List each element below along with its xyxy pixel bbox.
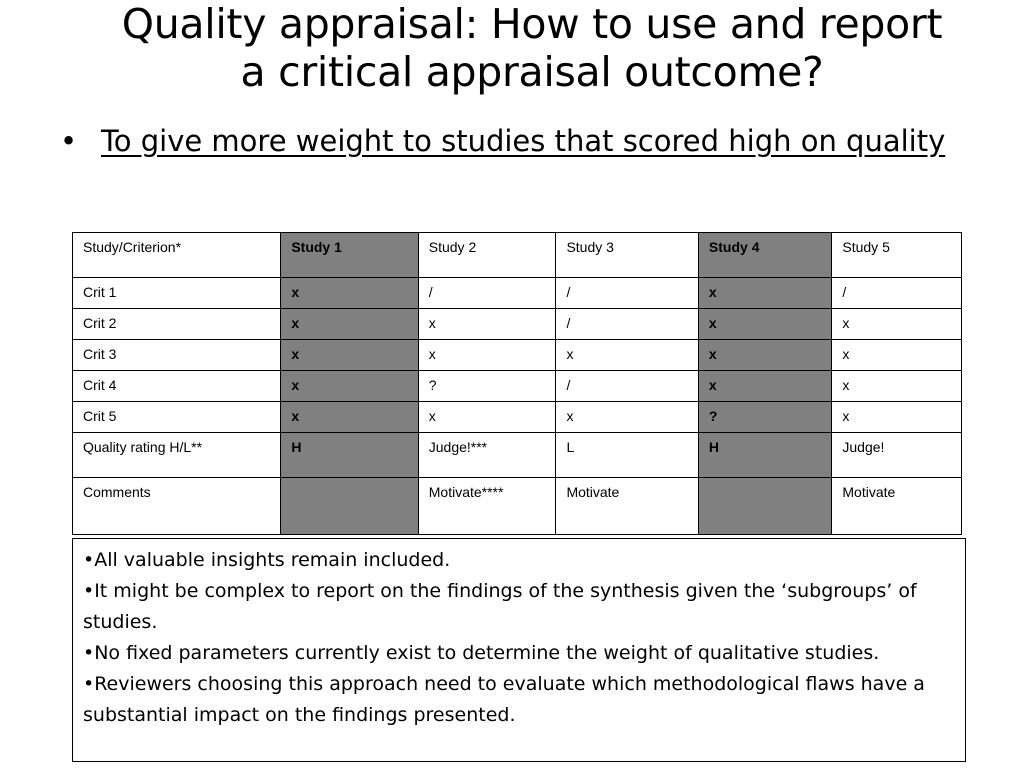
table-cell: x (418, 340, 556, 371)
table-row (73, 278, 962, 309)
slide-title-line-1: Quality appraisal: How to use and report (121, 0, 943, 48)
table-cell: x (698, 371, 831, 402)
header-cell-study-5: Study 5 (832, 233, 962, 278)
table-cell: Motivate (556, 478, 698, 535)
table-cell: x (832, 402, 962, 433)
table-cell: / (556, 371, 698, 402)
table-cell: x (556, 340, 698, 371)
table-header-row (73, 233, 962, 278)
table-cell: / (832, 278, 962, 309)
note-item: •All valuable insights remain included. (83, 549, 451, 571)
bullet-dot-icon: • (60, 124, 78, 158)
row-label: Crit 2 (73, 309, 281, 340)
header-cell-study-3: Study 3 (556, 233, 698, 278)
table-cell: L (556, 433, 698, 478)
table-cell: x (281, 371, 418, 402)
table-cell: x (418, 309, 556, 340)
table-cell: ? (698, 402, 831, 433)
table-cell: x (281, 278, 418, 309)
table-row (73, 371, 962, 402)
note-item: •It might be complex to report on the findings of the synthesis given the ‘subgroups’ of studies. (83, 580, 917, 633)
table-cell: x (832, 340, 962, 371)
table-cell (698, 478, 831, 535)
slide-title (60, 0, 1004, 96)
table-cell: H (281, 433, 418, 478)
table-row-comments (73, 478, 962, 535)
row-label: Crit 4 (73, 371, 281, 402)
note-item: •No fixed parameters currently exist to determine the weight of qualitative studies. (83, 642, 880, 664)
header-cell: Study/Criterion* (73, 233, 281, 278)
table-cell: x (281, 402, 418, 433)
table-cell: ? (418, 371, 556, 402)
table-cell: x (832, 309, 962, 340)
table-row-quality-rating (73, 433, 962, 478)
table-row (73, 340, 962, 371)
table-cell: x (698, 278, 831, 309)
table-cell: x (281, 309, 418, 340)
table-row (73, 402, 962, 433)
note-item: •Reviewers choosing this approach need to evaluate which methodological flaws have a substantial impact on the findings presented. (83, 673, 925, 726)
table-cell: H (698, 433, 831, 478)
table-cell: / (556, 309, 698, 340)
header-cell-study-4: Study 4 (698, 233, 831, 278)
table-cell: x (556, 402, 698, 433)
table-cell: Judge! (832, 433, 962, 478)
notes-box (72, 538, 966, 762)
table-row (73, 309, 962, 340)
quality-appraisal-table (72, 232, 962, 535)
table-cell: Motivate (832, 478, 962, 535)
table-cell: x (832, 371, 962, 402)
table-cell: x (418, 402, 556, 433)
row-label: Quality rating H/L** (73, 433, 281, 478)
table-cell: x (281, 340, 418, 371)
table-cell: / (556, 278, 698, 309)
slide-title-line-2: a critical appraisal outcome? (240, 48, 824, 96)
row-label: Crit 5 (73, 402, 281, 433)
table-cell: x (698, 340, 831, 371)
row-label: Crit 1 (73, 278, 281, 309)
table-cell: x (698, 309, 831, 340)
table-cell: / (418, 278, 556, 309)
row-label: Comments (73, 478, 281, 535)
table-cell (281, 478, 418, 535)
row-label: Crit 3 (73, 340, 281, 371)
table-cell: Motivate**** (418, 478, 556, 535)
header-cell-study-1: Study 1 (281, 233, 418, 278)
bullet-text: To give more weight to studies that scored high on quality (101, 124, 946, 158)
header-cell-study-2: Study 2 (418, 233, 556, 278)
table-cell: Judge!*** (418, 433, 556, 478)
